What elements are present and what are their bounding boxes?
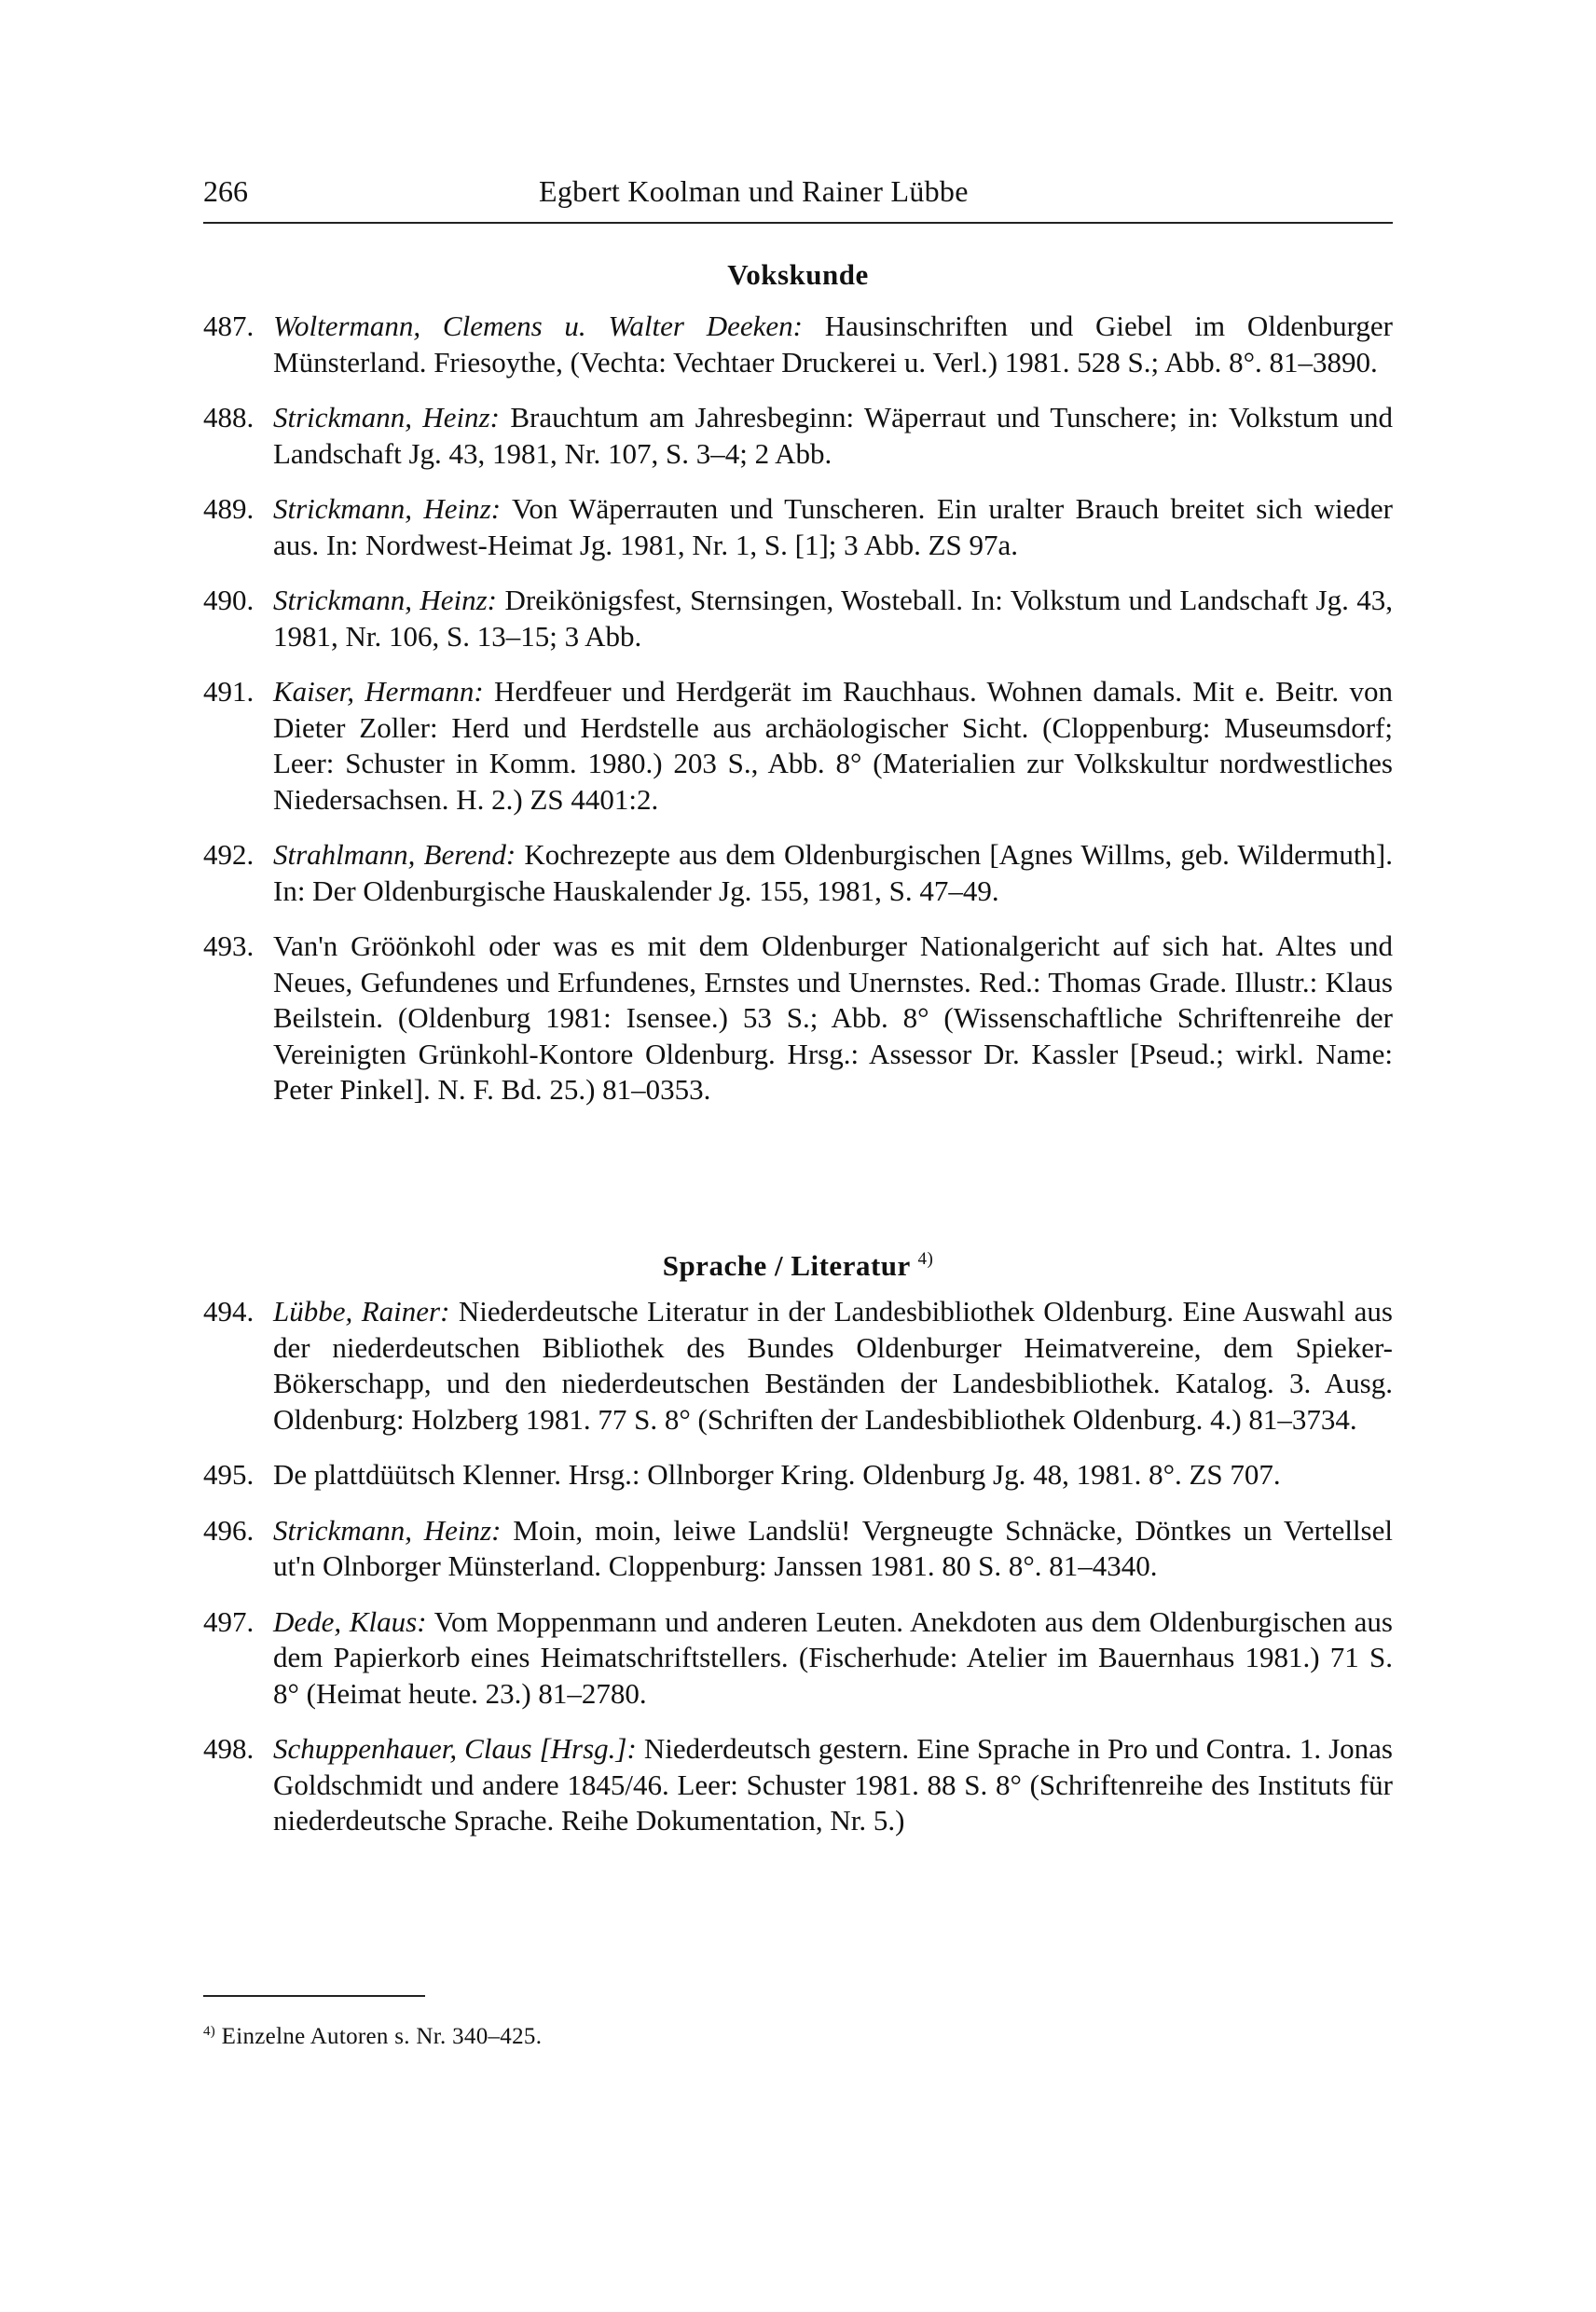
entry-number: 492. [203,838,255,871]
entry-text: Dreikönigsfest, Sternsingen, Wosteball. In: Volkstum und Landschaft Jg. 43, 1981, Nr. 106, S. 13–15; 3 Abb. [273,584,1394,653]
entry-text: Vom Moppenmann und anderen Leuten. Anekdoten aus dem Oldenburgischen aus dem Papierkorb eines Heimatschriftstellers. (Fischerhude: Atelier im Bauernhaus 1981.) 71 S. 8° (Heimat heute. 23.) 81–2780. [273,1604,1393,1710]
bibliography-entry [203,837,1393,909]
bibliography-entry [203,929,1393,1108]
entry-author: Kaiser, Hermann: [273,675,484,708]
bibliography-entry [203,674,1393,818]
entry-author: Strickmann, Heinz: [273,584,498,616]
entry-number: 493. [203,929,255,962]
entry-text: Van'n Gröönkohl oder was es mit dem Oldenburger Nationalgericht auf sich hat. Altes und Neues, Gefundenes und Erfundenes, Ernstes und Unernstes. Red.: Thomas Grade. Illustr.: Klaus Beilstein. (Oldenburg 1981: Isensee.) 53 S.; Abb. 8° (Wissenschaftliche Schriftenreihe der Vereinigten Grünkohl-Kontore Oldenburg. Hrsg.: Assessor Dr. Kassler [Pseud.; wirkl. Name: Peter Pinkel]. N. F. Bd. 25.) 81–0353. [273,929,1393,1106]
entry-number: 489. [203,492,255,525]
bibliography-entry [203,400,1393,472]
entry-author: Woltermann, Clemens u. Walter Deeken: [273,310,803,342]
entry-author: Strickmann, Heinz: [273,401,500,434]
entry-author: Dede, Klaus: [273,1604,427,1638]
entry-number: 491. [203,675,255,708]
entry-text: Herdfeuer und Herdgerät im Rauchhaus. Wohnen damals. Mit e. Beitr. von Dieter Zoller: Herd und Herdstelle aus archäologischer Sicht. (Cloppenburg: Museumsdorf; Leer: Schuster in Komm. 1980.) 203 S., Abb. 8° (Materialien zur Volkskultur nordwestliches Niedersachsen. H. 2.) ZS 4401:2. [273,675,1393,816]
section-heading-sprache-literatur [203,1241,1393,1285]
footnote-reference: 4) [917,1249,934,1269]
entry-number: 490. [203,584,255,616]
entry-number: 487. [203,310,255,342]
bibliography-entry [203,309,1393,380]
page-number: 266 [203,174,248,208]
section-entries-sprache-literatur [203,1294,1393,1859]
entry-author: Strickmann, Heinz: [273,1513,502,1547]
header-title: Egbert Koolman und Rainer Lübbe [539,174,969,208]
footnote-rule [203,1995,425,1997]
entry-text: Moin, moin, leiwe Landslü! Vergneugte Schnäcke, Döntkes un Vertellsel ut'n Olnborger Münsterland. Cloppenburg: Janssen 1981. 80 S. 8°. 81–4340. [273,1513,1393,1582]
entry-author: Lübbe, Rainer: [273,1295,450,1328]
running-head [203,168,1393,214]
section-heading-vokskunde [203,256,1393,294]
entry-text: Niederdeutsch gestern. Eine Sprache in Pro und Contra. 1. Jonas Goldschmidt und andere 1845/46. Leer: Schuster 1981. 88 S. 8° (Schriftenreihe des Instituts für niederdeutsche Sprache. Reihe Dokumentation, Nr. 5.) [273,1732,1393,1837]
entry-author: Strahlmann, Berend: [273,838,516,871]
section-title: Sprache / Literatur [662,1249,911,1282]
entry-number: 498. [203,1732,255,1765]
bibliography-entry [203,1604,1393,1713]
entry-text: Niederdeutsche Literatur in der Landesbibliothek Oldenburg. Eine Auswahl aus der niederdeutschen Bibliothek des Bundes Oldenburger Heimatvereine, dem Spieker-Bökerschapp, und den niederdeutschen Beständen der Landesbibliothek. Katalog. 3. Ausg. Oldenburg: Holzberg 1981. 77 S. 8° (Schriften der Landesbibliothek Oldenburg. 4.) 81–3734. [273,1295,1393,1436]
bibliography-entry [203,1731,1393,1839]
entry-number: 494. [203,1295,255,1328]
bibliography-entry [203,1294,1393,1438]
footnote-text: Einzelne Autoren s. Nr. 340–425. [221,2024,543,2049]
entry-author: Schuppenhauer, Claus [Hrsg.]: [273,1732,637,1765]
section-entries-vokskunde [203,309,1393,1128]
entry-number: 488. [203,401,255,434]
entry-text: De plattdüütsch Klenner. Hrsg.: Ollnborger Kring. Oldenburg Jg. 48, 1981. 8°. ZS 707. [273,1458,1281,1491]
section-title: Vokskunde [727,258,869,291]
entry-text: Hausinschriften und Giebel im Oldenburger Münsterland. Friesoythe, (Vechta: Vechtaer Druckerei u. Verl.) 1981. 528 S.; Abb. 8°. 81–3890. [273,310,1393,378]
entry-number: 497. [203,1604,255,1638]
entry-text: Kochrezepte aus dem Oldenburgischen [Agnes Willms, geb. Wildermuth]. In: Der Oldenburgische Hauskalender Jg. 155, 1981, S. 47–49. [273,838,1394,907]
entry-author: Strickmann, Heinz: [273,492,502,525]
footnote-mark: 4) [203,2024,216,2039]
bibliography-entry [203,1457,1393,1493]
bibliography-entry [203,1513,1393,1585]
entry-text: Von Wäperrauten und Tunscheren. Ein uralter Brauch breitet sich wieder aus. In: Nordwest-Heimat Jg. 1981, Nr. 1, S. [1]; 3 Abb. ZS 97a. [273,492,1393,561]
entry-number: 496. [203,1513,255,1547]
bibliography-entry [203,491,1393,563]
bibliography-entry [203,583,1393,654]
entry-text: Brauchtum am Jahresbeginn: Wäperraut und Tunschere; in: Volkstum und Landschaft Jg. 43, 1981, Nr. 107, S. 3–4; 2 Abb. [273,401,1393,470]
header-rule [203,222,1393,224]
footnote [203,2016,1393,2053]
entry-number: 495. [203,1458,255,1491]
